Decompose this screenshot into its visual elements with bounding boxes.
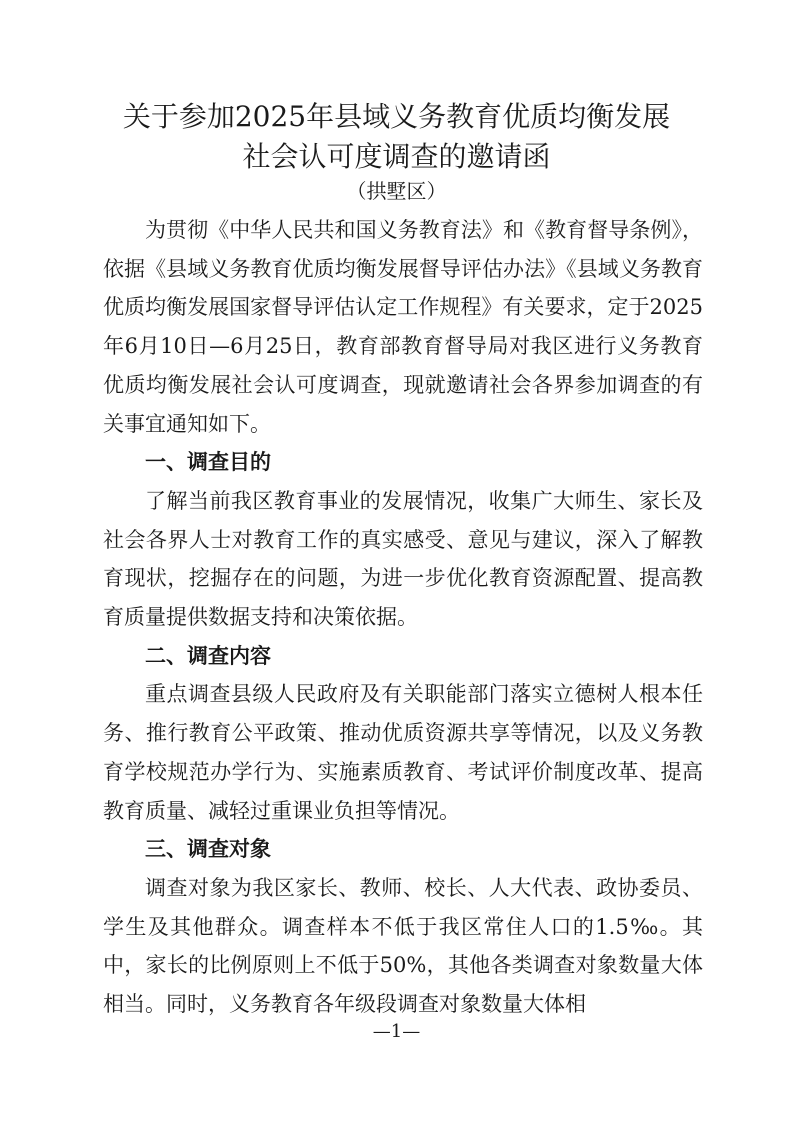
section-heading-targets: 三、调查对象 [145, 837, 271, 862]
title-line-1: 关于参加2025年县域义务教育优质均衡发展 [122, 100, 671, 133]
section-text-purpose: 了解当前我区教育事业的发展情况，收集广大师生、家长及社会各界人士对教育工作的真实感受、意见与建议，深入了解教育现状，挖掘存在的问题，为进一步优化教育资源配置、提高教育质量提供数据支持和决策依据。 [103, 488, 703, 630]
section-text-content: 重点调查县级人民政府及有关职能部门落实立德树人根本任务、推行教育公平政策、推动优质资源共享等情况，以及义务教育学校规范办学行为、实施素质教育、考试评价制度改革、提高教育质量、减轻过重课业负担等情况。 [103, 682, 703, 823]
section-heading-content: 二、调查内容 [145, 643, 271, 668]
section-heading-purpose: 一、调查目的 [145, 450, 271, 475]
title-line-2: 社会认可度调查的邀请函 [242, 140, 551, 173]
intro-paragraph: 为贯彻《中华人民共和国义务教育法》和《教育督导条例》，依据《县域义务教育优质均衡发展督导评估办法》《县域义务教育优质均衡发展国家督导评估认定工作规程》有关要求，定于2025年6月10日—6月25日，教育部教育督导局对我区进行义务教育优质均衡发展社会认可度调查，现就邀请社会各界参加调查的有关事宜通知如下。 [103, 218, 703, 436]
subtitle: （拱墅区） [346, 179, 447, 203]
section-text-targets: 调查对象为我区家长、教师、校长、人大代表、政协委员、学生及其他群众。调查样本不低于我区常住人口的1.5‰。其中，家长的比例原则上不低于50%，其他各类调查对象数量大体相当。同时，义务教育各年级段调查对象数量大体相 [103, 875, 703, 1017]
page-number: —1— [372, 1021, 421, 1042]
document-body [103, 211, 703, 1024]
